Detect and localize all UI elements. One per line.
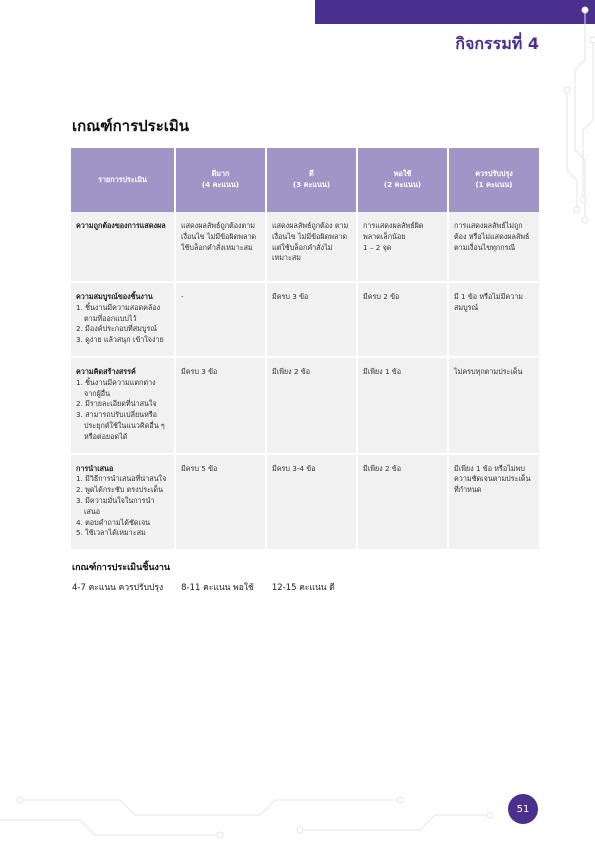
- list-item: 2. มีองค์ประกอบที่สมบูรณ์: [76, 324, 157, 334]
- list-item: 3. สามารถปรับเปลี่ยนหรือประยุกต์ใช้ในแนวคิดอื่น ๆ หรือต่อยอดได้: [76, 410, 165, 441]
- header-good: ดี (3 คะแนน): [266, 148, 357, 212]
- list-item: 1. มีวิธีการนำเสนอที่น่าสนใจ: [76, 474, 167, 484]
- circuit-decoration-bottom: [0, 785, 500, 842]
- score-cell: มีเพียง 2 ข้อ: [357, 454, 448, 551]
- criteria-list: [76, 378, 168, 443]
- criteria-cell: [71, 282, 175, 357]
- header-fair: พอใช้ (2 คะแนน): [357, 148, 448, 212]
- score-cell: มี 1 ข้อ หรือไม่มีความสมบูรณ์: [448, 282, 539, 357]
- page-number: 51: [508, 794, 538, 824]
- score-cell: มีเพียง 1 ข้อ: [357, 357, 448, 454]
- score-cell: ไม่ครบทุกตามประเด็น: [448, 357, 539, 454]
- score-cell: มีครบ 3-4 ข้อ: [266, 454, 357, 551]
- list-item: 1. ชิ้นงานมีความสอดคล้องตามที่ออกแบบไว้: [76, 302, 161, 323]
- score-cell: -: [175, 282, 266, 357]
- criteria-title: ความคิดสร้างสรรค์: [76, 366, 136, 376]
- header-needs-improvement: ควรปรับปรุง (1 คะแนน): [448, 148, 539, 212]
- score-cell: มีครบ 2 ข้อ: [357, 282, 448, 357]
- summary-levels: [72, 580, 335, 594]
- score-cell: การแสดงผลลัพธ์ไม่ถูกต้อง หรือไม่แสดงผลลัพธ์ตามเงื่อนไขทุกกรณี: [448, 212, 539, 282]
- header-very-good: ดีมาก (4 คะแนน): [175, 148, 266, 212]
- score-cell: แสดงผลลัพธ์ถูกต้องตามเงื่อนไข ไม่มีข้อผิดพลาด ใช้บล็อกคำสั่งเหมาะสม: [175, 212, 266, 282]
- score-cell: แสดงผลลัพธ์ถูกต้อง ตามเงื่อนไข ไม่มีข้อผิดพลาด แต่ใช้บล็อกคำสั่งไม่เหมาะสม: [266, 212, 357, 282]
- list-item: 3. มีความมั่นใจในการนำเสนอ: [76, 495, 155, 516]
- criteria-title: ความถูกต้องของการแสดงผล: [76, 221, 166, 230]
- activity-title: กิจกรรมที่ 4: [455, 34, 539, 53]
- list-item: 5. ใช้เวลาได้เหมาะสม: [76, 528, 146, 538]
- list-item: 4. ตอบคำถามได้ชัดเจน: [76, 517, 151, 527]
- table-row: [71, 282, 539, 357]
- summary-level: 12-15 คะแนน ดี: [271, 583, 335, 593]
- score-cell: มีครบ 3 ข้อ: [175, 357, 266, 454]
- summary-level: 4-7 คะแนน ควรปรับปรุง: [72, 583, 164, 593]
- list-item: 3. ดูง่าย แล้วสนุก เข้าใจง่าย: [76, 335, 164, 345]
- criteria-list: [76, 474, 168, 539]
- table-row: [71, 454, 539, 551]
- header-criteria: รายการประเมิน: [71, 148, 175, 212]
- circuit-decoration-top: [545, 0, 595, 230]
- score-cell: มีครบ 5 ข้อ: [175, 454, 266, 551]
- score-cell: มีเพียง 1 ข้อ หรือไม่พบความชัดเจนตามประเด็นที่กำหนด: [448, 454, 539, 551]
- list-item: 1. ชิ้นงานมีความแตกต่างจากผู้อื่น: [76, 377, 156, 398]
- score-cell: มีเพียง 2 ข้อ: [266, 357, 357, 454]
- criteria-title: ความสมบูรณ์ของชิ้นงาน: [76, 292, 153, 301]
- score-cell: มีครบ 3 ข้อ: [266, 282, 357, 357]
- criteria-title: การนำเสนอ: [76, 463, 114, 473]
- criteria-list: [76, 303, 168, 346]
- criteria-cell: [71, 212, 175, 282]
- section-title: เกณฑ์การประเมิน: [72, 117, 190, 135]
- list-item: 2. มีรายละเอียดที่น่าสนใจ: [76, 399, 157, 409]
- rubric-table: [71, 148, 539, 551]
- table-row: [71, 212, 539, 282]
- summary-title: เกณฑ์การประเมินชิ้นงาน: [72, 563, 171, 573]
- criteria-cell: [71, 357, 175, 454]
- summary-level: 8-11 คะแนน พอใช้: [181, 583, 254, 593]
- rubric-header-row: [71, 148, 539, 212]
- table-row: [71, 357, 539, 454]
- score-cell: การแสดงผลลัพธ์ผิดพลาดเล็กน้อย 1 – 2 จุด: [357, 212, 448, 282]
- list-item: 2. พูดได้กระชับ ตรงประเด็น: [76, 485, 163, 495]
- criteria-cell: [71, 454, 175, 551]
